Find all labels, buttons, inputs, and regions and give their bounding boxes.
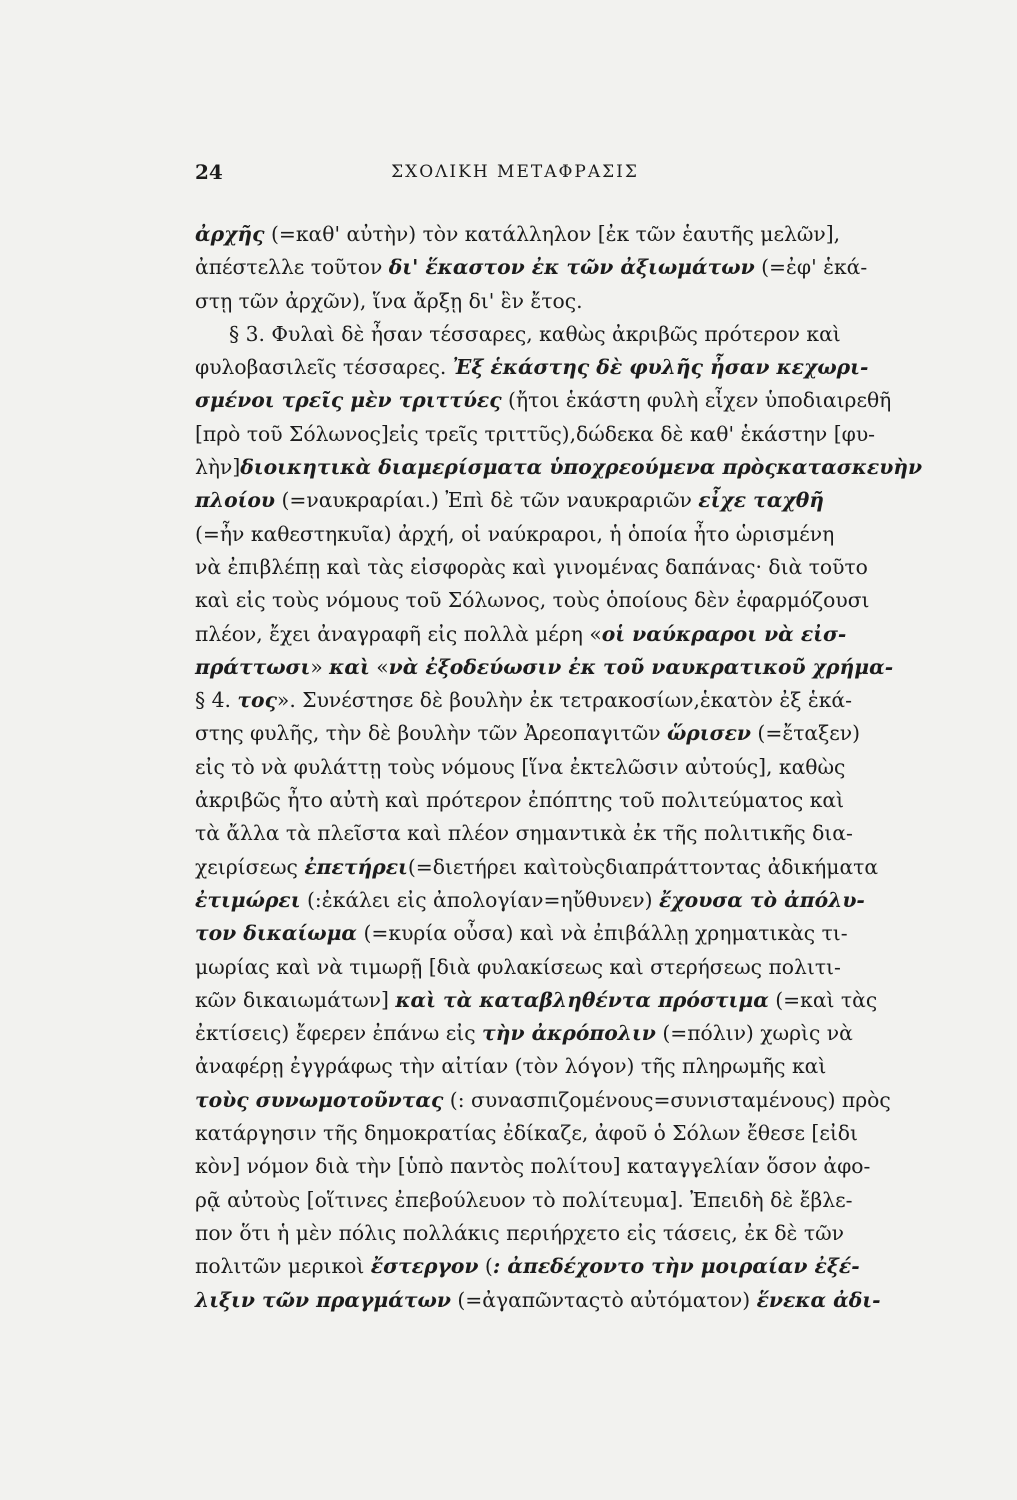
text-segment: (=ἀγαπῶνταςτὸ αὐτόματον): [450, 1287, 757, 1312]
bold-phrase: καὶ τὰ καταβληθέντα πρόστιμα: [395, 987, 769, 1012]
text-segment: ρᾷ αὐτοὺς [οἵτινες ἐπεβούλευον τὸ πολίτευμα]. Ἐπειδὴ δὲ ἔβλε-: [195, 1187, 853, 1212]
text-line: [195, 218, 917, 251]
text-line: [195, 951, 917, 984]
text-line: [195, 484, 917, 517]
text-segment: (=πόλιν) χωρὶς νὰ: [655, 1021, 853, 1046]
text-segment: (=κυρία οὖσα) καὶ νὰ ἐπιβάλλῃ χρηματικὰς τι-: [357, 921, 848, 946]
bold-phrase: ἕνεκα ἀδι-: [756, 1287, 881, 1312]
text-line: [195, 551, 917, 584]
text-segment: εἰς τὸ νὰ φυλάττῃ τοὺς νόμους [ἵνα ἐκτελῶσιν αὐτούς], καθὼς: [195, 754, 846, 779]
bold-phrase: Ἐξ ἑκάστης δὲ φυλῆς ἦσαν κεχωρι-: [452, 355, 869, 380]
text-segment: χειρίσεως: [195, 854, 305, 879]
bold-phrase: ἔστεργον: [370, 1254, 479, 1279]
bold-phrase: ὥρισεν: [667, 721, 751, 746]
page-number: 24: [195, 160, 223, 184]
text-segment: § 4.: [195, 688, 238, 713]
text-segment: στῃ τῶν ἀρχῶν), ἵνα ἄρξῃ δι' ἓν ἔτος.: [195, 288, 583, 313]
body-text: [195, 218, 923, 1317]
text-segment: τὰ ἄλλα τὰ πλεῖστα καὶ πλέον σημαντικὰ ἐκ τῆς πολιτικῆς δια-: [195, 821, 853, 846]
text-line: [195, 684, 917, 717]
text-segment: (=ἦν καθεστηκυῖα) ἀρχή, οἱ ναύκραροι, ἡ ὁποία ἦτο ὡρισμένη: [195, 521, 835, 546]
text-line: [195, 851, 917, 884]
text-segment: κῶν δικαιωμάτων]: [195, 987, 396, 1012]
text-segment: μωρίας καὶ νὰ τιμωρῇ [διὰ φυλακίσεως καὶ στερήσεως πολιτι-: [195, 954, 841, 979]
text-line: [195, 1184, 917, 1217]
bold-phrase: νὰ ἐξοδεύωσιν ἐκ τοῦ ναυκρατικοῦ χρήμα-: [388, 654, 894, 679]
text-segment: ἐκτίσεις) ἔφερεν ἐπάνω εἰς: [195, 1021, 483, 1046]
text-segment: (:ἐκάλει εἰς ἀπολογίαν=ηὔθυνεν): [300, 887, 659, 912]
text-line: [195, 518, 917, 551]
running-title: ΣΧΟΛΙΚΗ ΜΕΤΑΦΡΑΣΙΣ: [391, 162, 639, 182]
text-line: [195, 751, 917, 784]
text-line: [195, 917, 917, 950]
bold-phrase: ἐτιμώρει: [195, 887, 301, 912]
text-segment: (=καθ' αὐτὴν) τὸν κατάλληλον [ἐκ τῶν ἑαυτῆς μελῶν],: [264, 222, 841, 246]
text-line: [195, 1250, 917, 1283]
text-segment: πολιτῶν μερικοὶ: [195, 1254, 371, 1279]
text-line: [195, 651, 917, 684]
text-line: [195, 1017, 917, 1050]
bold-phrase: τον δικαίωμα: [195, 921, 358, 946]
text-segment: (=καὶ τὰς: [768, 987, 878, 1012]
text-line: [195, 1217, 917, 1250]
text-segment: ». Συνέστησε δὲ βουλὴν ἐκ τετρακοσίων,ἑκατὸν ἐξ ἑκά-: [276, 688, 852, 713]
text-line: [195, 318, 917, 351]
text-segment: (=ναυκραρίαι.) Ἐπὶ δὲ τῶν ναυκραριῶν: [275, 488, 699, 513]
bold-phrase: ἔχουσα τὸ ἀπόλυ-: [659, 887, 865, 912]
bold-phrase: σμένοι τρεῖς μὲν τριττύες: [195, 388, 502, 413]
bold-phrase: διοικητικὰ διαμερίσματα ὑποχρεούμενα πρὸςκατασκευὴν: [240, 455, 923, 480]
bold-phrase: πλοίου: [195, 488, 276, 513]
text-segment: (=ἔταξεν): [750, 721, 861, 746]
text-segment: καὶ εἰς τοὺς νόμους τοῦ Σόλωνος, τοὺς ὁποίους δὲν ἐφαρμόζουσι: [195, 588, 870, 613]
text-segment: πλέον, ἔχει ἀναγραφῆ εἰς πολλὰ μέρη «: [195, 621, 602, 646]
text-line: [195, 384, 917, 417]
text-segment: λὴν]: [195, 455, 241, 480]
text-segment: κατάργησιν τῆς δημοκρατίας ἐδίκαζε, ἀφοῦ ὁ Σόλων ἔθεσε [εἰδι: [195, 1121, 858, 1146]
page-header: [195, 160, 835, 190]
text-segment: ἀκριβῶς ἦτο αὐτὴ καὶ πρότερον ἐπόπτης τοῦ πολιτεύματος καὶ: [195, 788, 845, 813]
text-segment: πον ὅτι ἡ μὲν πόλις πολλάκις περιήρχετο εἰς τάσεις, ἐκ δὲ τῶν: [195, 1220, 844, 1245]
text-line: [195, 1284, 917, 1317]
text-line: [195, 984, 917, 1017]
text-line: [195, 418, 917, 451]
bold-phrase: τοὺς συνωμοτοῦντας: [195, 1087, 444, 1112]
text-segment: ἀπέστελλε τοῦτον: [195, 255, 389, 280]
text-segment: φυλοβασιλεῖς τέσσαρες.: [195, 355, 453, 380]
text-segment: (=ἐφ' ἑκά-: [754, 255, 868, 280]
text-line: [195, 1084, 917, 1117]
text-segment: (: [478, 1254, 493, 1279]
text-line: [195, 884, 917, 917]
text-line: [195, 351, 917, 384]
text-line: [195, 1117, 917, 1150]
text-segment: «: [369, 654, 389, 679]
text-segment: νὰ ἐπιβλέπῃ καὶ τὰς εἰσφορὰς καὶ γινομένας δαπάνας· διὰ τοῦτο: [195, 554, 868, 579]
text-segment: (ἤτοι ἑκάστη φυλὴ εἶχεν ὑποδιαιρεθῆ: [501, 388, 892, 413]
bold-phrase: τος: [237, 688, 277, 713]
text-segment: [πρὸ τοῦ Σόλωνος]εἰς τρεῖς τριττῦς),δώδεκα δὲ καθ' ἑκάστην [φυ-: [195, 421, 876, 446]
bold-phrase: καὶ: [329, 654, 370, 679]
text-line: [195, 1050, 917, 1083]
bold-phrase: λιξιν τῶν πραγμάτων: [195, 1287, 451, 1312]
text-line: [195, 1150, 917, 1183]
text-segment: (=διετήρει καὶτοὺςδιαπράττοντας ἀδικήματα: [407, 854, 879, 879]
text-line: [195, 717, 917, 750]
bold-phrase: ἀρχῆς: [195, 222, 265, 246]
text-segment: »: [310, 654, 330, 679]
text-segment: κὸν] νόμον διὰ τὴν [ὑπὸ παντὸς πολίτου] καταγγελίαν ὅσον ἀφο-: [195, 1154, 871, 1179]
text-segment: στης φυλῆς, τὴν δὲ βουλὴν τῶν Ἀρεοπαγιτῶν: [195, 721, 667, 746]
bold-phrase: πράττωσι: [195, 654, 311, 679]
text-line: [195, 618, 917, 651]
text-segment: (: συνασπιζομένους=συνισταμένους) πρὸς: [443, 1087, 891, 1112]
bold-phrase: εἶχε ταχθῆ: [698, 488, 825, 513]
text-line: [195, 251, 917, 284]
bold-phrase: οἱ ναύκραροι νὰ εἰσ-: [601, 621, 847, 646]
bold-phrase: ἐπετήρει: [304, 854, 408, 879]
bold-phrase: δι' ἕκαστον ἐκ τῶν ἀξιωμάτων: [388, 255, 755, 280]
text-line: [195, 817, 917, 850]
text-line: [195, 285, 917, 318]
text-line: [195, 584, 917, 617]
text-segment: § 3. Φυλαὶ δὲ ἦσαν τέσσαρες, καθὼς ἀκριβῶς πρότερον καὶ: [229, 321, 841, 346]
text-line: [195, 451, 923, 484]
bold-phrase: : ἀπεδέχοντο τὴν μοιραίαν ἐξέ-: [492, 1254, 860, 1279]
text-line: [195, 784, 917, 817]
text-segment: ἀναφέρῃ ἐγγράφως τὴν αἰτίαν (τὸν λόγον) τῆς πληρωμῆς καὶ: [195, 1054, 827, 1079]
bold-phrase: τὴν ἀκρόπολιν: [482, 1021, 656, 1046]
